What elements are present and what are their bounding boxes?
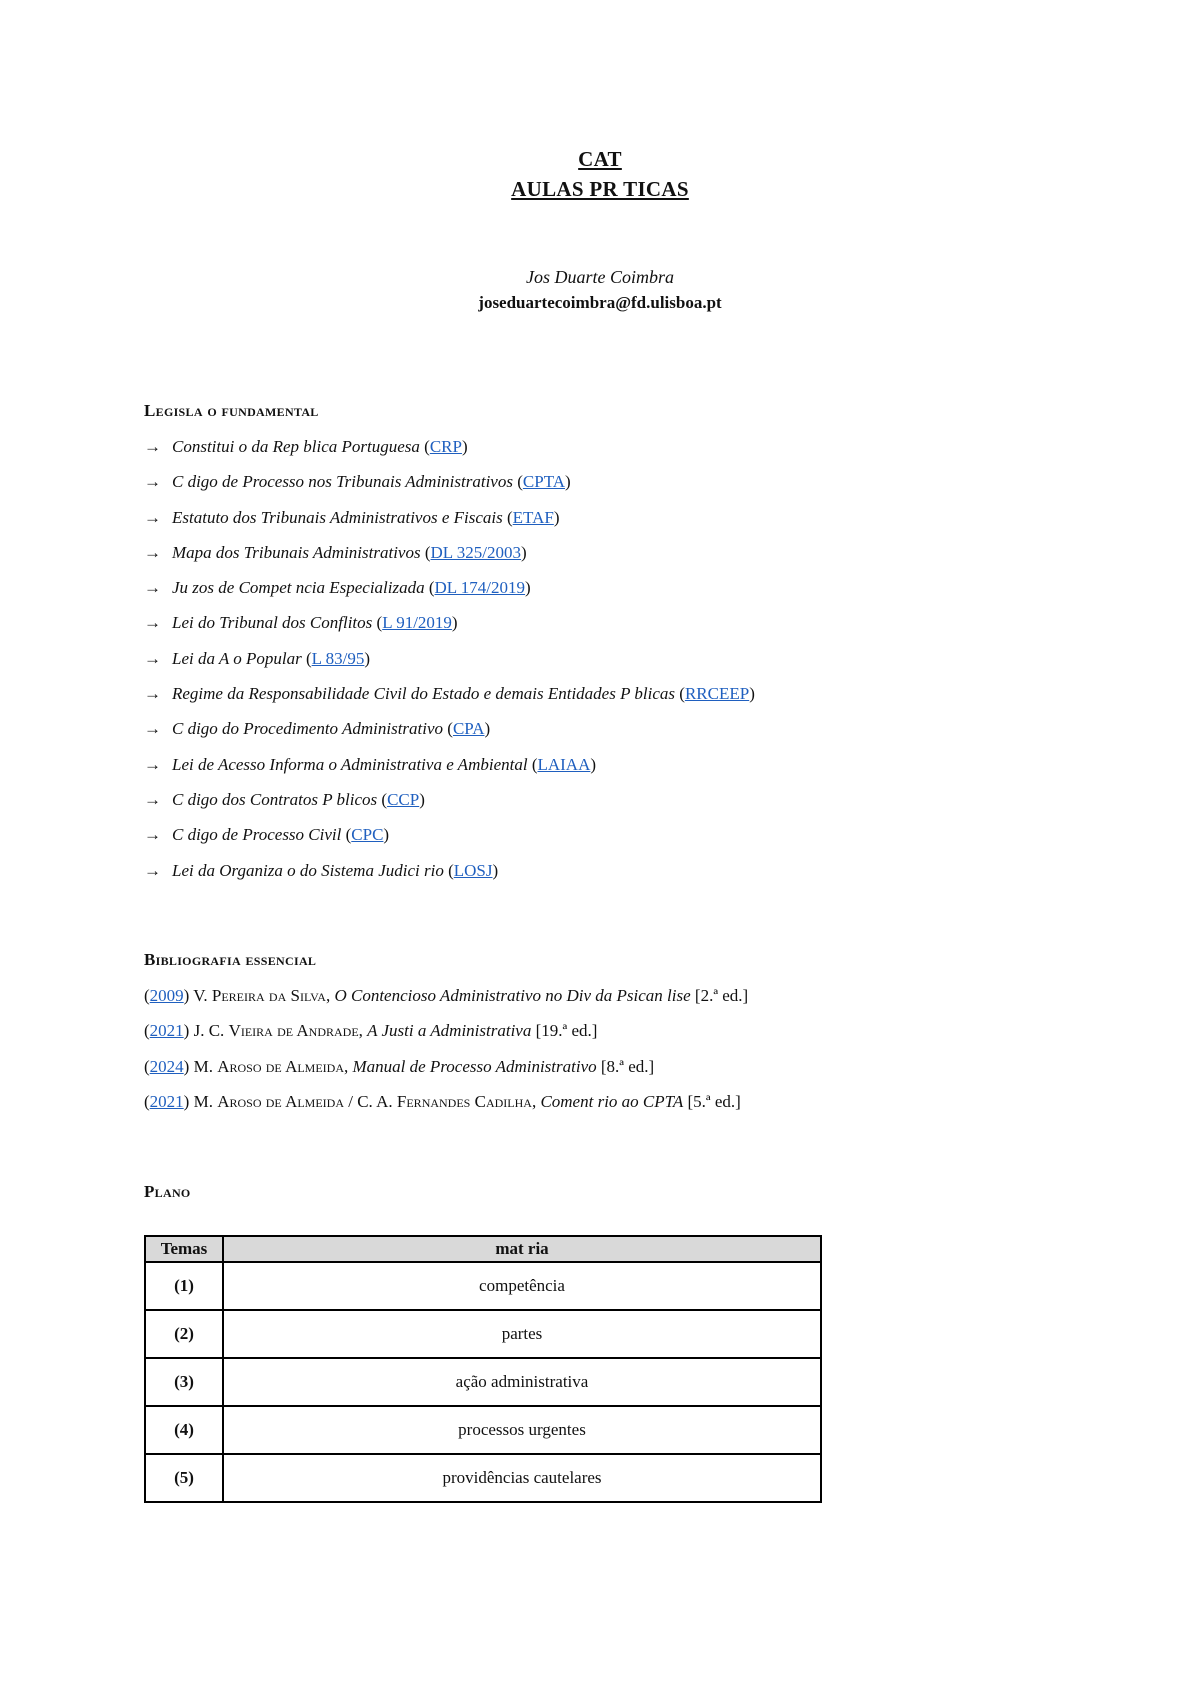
legislation-item-text: C digo dos Contratos P blicos bbox=[172, 789, 378, 809]
author-email: joseduartecoimbra@fd.ulisboa.pt bbox=[478, 293, 722, 312]
bibliography-author-name: Vieira de Andrade bbox=[228, 1021, 359, 1041]
paren-close: ) bbox=[461, 437, 468, 456]
bibliography-author-name: Aroso de Almeida bbox=[217, 1056, 344, 1076]
legislation-link[interactable]: LOSJ bbox=[453, 860, 493, 880]
legislation-link[interactable]: CRP bbox=[429, 437, 462, 456]
plan-theme-number: (4) bbox=[145, 1406, 223, 1454]
bibliography-author-name: Pereira da Silva bbox=[211, 986, 326, 1005]
legislation-link[interactable]: LAIAA bbox=[537, 754, 591, 774]
arrow-icon: → bbox=[144, 648, 161, 668]
paren-open: ( bbox=[424, 578, 435, 598]
legislation-link[interactable]: ETAF bbox=[512, 507, 554, 527]
plan-theme-number: (1) bbox=[145, 1262, 223, 1310]
paren-open: ( bbox=[512, 472, 523, 492]
legislation-item-text: C digo de Processo Civil bbox=[172, 825, 342, 845]
bibliography-edition: [19.ª ed.] bbox=[531, 1021, 598, 1041]
legislation-item-text: Estatuto dos Tribunais Administrativos e Fiscais bbox=[172, 507, 503, 527]
bibliography-year-link[interactable]: 2021 bbox=[149, 1021, 184, 1041]
bibliography-title: Coment rio ao CPTA bbox=[540, 1091, 684, 1111]
legislation-item bbox=[144, 861, 755, 896]
legislation-item bbox=[144, 508, 755, 543]
paren-open: ( bbox=[341, 825, 352, 845]
legislation-item-text: Regime da Responsabilidade Civil do Estado e demais Entidades P blicas bbox=[172, 684, 676, 704]
arrow-icon: → bbox=[144, 542, 161, 562]
legislation-link[interactable]: CCP bbox=[387, 789, 420, 809]
legislation-item-text: Lei do Tribunal dos Conflitos bbox=[172, 613, 373, 633]
legislation-item bbox=[144, 684, 755, 719]
legislation-item-text: Lei da Organiza o do Sistema Judici rio bbox=[172, 860, 444, 880]
bibliography-year-link[interactable]: 2024 bbox=[149, 1056, 184, 1076]
legislation-link[interactable]: RRCEEP bbox=[684, 684, 750, 704]
paren-open: ( bbox=[377, 789, 388, 809]
paren-close: ) bbox=[451, 613, 458, 633]
paren-close: ) bbox=[553, 507, 560, 527]
bibliography-edition: [2.ª ed.] bbox=[690, 986, 749, 1005]
paren-close: ) bbox=[419, 789, 425, 809]
plan-table-row bbox=[145, 1406, 821, 1454]
legislation-item-text: C digo do Procedimento Administrativo bbox=[172, 719, 444, 739]
paren-open: ( bbox=[301, 648, 312, 668]
bibliography-item bbox=[144, 1057, 748, 1092]
author-name: Jos Duarte Coimbra bbox=[526, 267, 674, 287]
legislation-item-text: Mapa dos Tribunais Administrativos bbox=[172, 542, 421, 562]
bibliography-title: O Contencioso Administrativo no Div da Psican lise bbox=[334, 986, 691, 1005]
legislation-item bbox=[144, 543, 755, 578]
paren-close: ) bbox=[565, 472, 571, 492]
bibliography-heading: Bibliografia essencial bbox=[144, 950, 317, 969]
plan-theme-number: (5) bbox=[145, 1454, 223, 1502]
bibliography-item bbox=[144, 986, 748, 1021]
legislation-item-text: Lei de Acesso Informa o Administrativa e Ambiental bbox=[172, 754, 528, 774]
legislation-item bbox=[144, 719, 755, 754]
legislation-item-text: Lei da A o Popular bbox=[172, 648, 302, 668]
paren-close: ) bbox=[183, 986, 190, 1005]
paren-open: ( bbox=[420, 542, 431, 562]
arrow-icon: → bbox=[144, 613, 161, 633]
paren-close: ) bbox=[183, 1091, 190, 1111]
plan-table-row bbox=[145, 1262, 821, 1310]
legislation-list bbox=[144, 437, 755, 896]
arrow-icon: → bbox=[144, 719, 161, 739]
legislation-item bbox=[144, 825, 755, 860]
legislation-link[interactable]: CPA bbox=[452, 719, 485, 739]
paren-open: ( bbox=[144, 986, 150, 1005]
bibliography-author-initials: M. bbox=[189, 1091, 218, 1111]
bibliography-item bbox=[144, 1021, 748, 1056]
col-temas-header: Temas bbox=[145, 1236, 223, 1262]
legislation-item bbox=[144, 649, 755, 684]
paren-close: ) bbox=[183, 1056, 190, 1076]
legislation-heading: Legisla o fundamental bbox=[144, 401, 319, 420]
paren-open: ( bbox=[144, 1021, 150, 1041]
plan-table-row bbox=[145, 1358, 821, 1406]
legislation-link[interactable]: L 83/95 bbox=[311, 648, 365, 668]
bibliography-author-initials: V. bbox=[189, 986, 212, 1005]
paren-open: ( bbox=[419, 437, 430, 456]
plan-topic: providências cautelares bbox=[223, 1454, 821, 1502]
legislation-item bbox=[144, 613, 755, 648]
paren-open: ( bbox=[144, 1056, 150, 1076]
paren-close: ) bbox=[525, 578, 531, 598]
plan-table-body bbox=[145, 1262, 821, 1502]
legislation-link[interactable]: DL 325/2003 bbox=[430, 542, 522, 562]
legislation-link[interactable]: CPC bbox=[351, 825, 384, 845]
bibliography-title: Manual de Processo Administrativo bbox=[352, 1056, 597, 1076]
bibliography-author-initials: J. C. bbox=[189, 1021, 229, 1041]
col-materia-header: mat ria bbox=[223, 1236, 821, 1262]
bibliography-separator: , bbox=[358, 1021, 368, 1041]
arrow-icon: → bbox=[144, 472, 161, 492]
paren-close: ) bbox=[492, 860, 499, 880]
plan-heading: Plano bbox=[144, 1182, 191, 1201]
legislation-item bbox=[144, 472, 755, 507]
legislation-item bbox=[144, 755, 755, 790]
paren-close: ) bbox=[383, 825, 390, 845]
paren-close: ) bbox=[749, 684, 755, 704]
paren-open: ( bbox=[443, 719, 453, 739]
bibliography-item bbox=[144, 1092, 748, 1127]
bibliography-author-initials: M. bbox=[189, 1056, 218, 1076]
arrow-icon: → bbox=[144, 507, 161, 527]
author-block bbox=[0, 264, 1200, 316]
plan-theme-number: (2) bbox=[145, 1310, 223, 1358]
legislation-item bbox=[144, 578, 755, 613]
bibliography-edition: [5.ª ed.] bbox=[683, 1091, 741, 1111]
arrow-icon: → bbox=[144, 754, 161, 774]
legislation-link[interactable]: CPTA bbox=[522, 472, 565, 492]
title-cat: CAT bbox=[578, 147, 622, 171]
title-aulas-praticas: AULAS PR TICAS bbox=[511, 177, 689, 201]
plan-topic: partes bbox=[223, 1310, 821, 1358]
arrow-icon: → bbox=[144, 684, 161, 704]
legislation-item-text: C digo de Processo nos Tribunais Administrativos bbox=[172, 472, 513, 492]
title-block bbox=[0, 144, 1200, 204]
plan-topic: competência bbox=[223, 1262, 821, 1310]
legislation-item bbox=[144, 790, 755, 825]
bibliography-edition: [8.ª ed.] bbox=[596, 1056, 655, 1076]
bibliography-title: A Justi a Administrativa bbox=[367, 1021, 532, 1041]
bibliography-author-name: Aroso de Almeida / C. A. Fernandes Cadilha bbox=[217, 1091, 532, 1111]
plan-table-header-row bbox=[145, 1236, 821, 1262]
bibliography-separator: , bbox=[531, 1091, 541, 1111]
arrow-icon: → bbox=[144, 825, 161, 845]
legislation-item bbox=[144, 437, 755, 472]
paren-close: ) bbox=[590, 754, 597, 774]
paren-close: ) bbox=[484, 719, 491, 739]
paren-open: ( bbox=[675, 684, 685, 704]
paren-close: ) bbox=[364, 648, 371, 668]
bibliography-year-link[interactable]: 2021 bbox=[149, 1091, 184, 1111]
legislation-item-text: Ju zos de Compet ncia Especializada bbox=[172, 578, 425, 598]
bibliography-list bbox=[144, 986, 748, 1127]
legislation-link[interactable]: DL 174/2019 bbox=[434, 578, 526, 598]
arrow-icon: → bbox=[144, 578, 161, 598]
plan-table bbox=[144, 1235, 822, 1503]
paren-open: ( bbox=[372, 613, 383, 633]
bibliography-separator: , bbox=[325, 986, 335, 1005]
plan-topic: processos urgentes bbox=[223, 1406, 821, 1454]
arrow-icon: → bbox=[144, 789, 161, 809]
plan-topic: ação administrativa bbox=[223, 1358, 821, 1406]
paren-open: ( bbox=[443, 860, 454, 880]
paren-open: ( bbox=[502, 507, 513, 527]
arrow-icon: → bbox=[144, 860, 161, 880]
paren-close: ) bbox=[183, 1021, 190, 1041]
legislation-link[interactable]: L 91/2019 bbox=[382, 613, 452, 633]
bibliography-year-link[interactable]: 2009 bbox=[149, 986, 184, 1005]
paren-close: ) bbox=[521, 542, 527, 562]
paren-open: ( bbox=[144, 1091, 150, 1111]
legislation-item-text: Constitui o da Rep blica Portuguesa bbox=[172, 437, 420, 456]
arrow-icon: → bbox=[144, 437, 161, 456]
plan-table-row bbox=[145, 1310, 821, 1358]
plan-theme-number: (3) bbox=[145, 1358, 223, 1406]
plan-table-row bbox=[145, 1454, 821, 1502]
paren-open: ( bbox=[527, 754, 538, 774]
bibliography-separator: , bbox=[344, 1056, 353, 1076]
